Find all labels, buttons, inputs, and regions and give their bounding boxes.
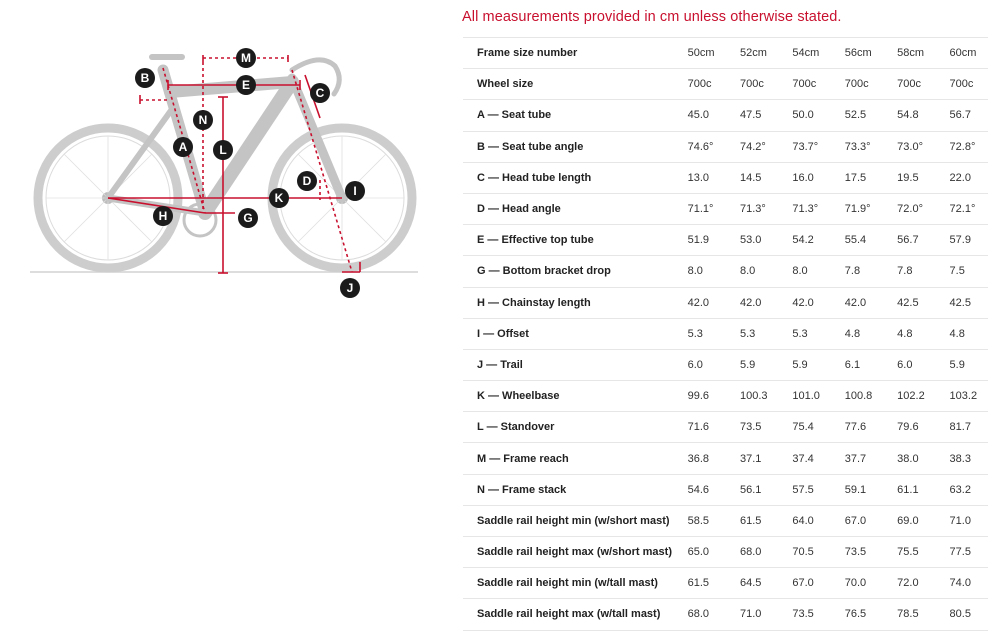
value-cell: 5.3 <box>726 318 778 349</box>
value-cell: 700c <box>936 69 988 100</box>
value-cell: 68.0 <box>726 537 778 568</box>
value-cell: 5.3 <box>778 318 830 349</box>
table-row <box>463 537 988 568</box>
marker-n <box>193 110 213 130</box>
svg-text:B: B <box>140 71 150 85</box>
value-cell: 72.8° <box>936 131 988 162</box>
row-label: Wheel size <box>463 69 674 100</box>
value-cell: 81.7 <box>936 412 988 443</box>
row-label: M — Frame reach <box>463 443 674 474</box>
svg-text:I: I <box>353 184 357 198</box>
geometry-diagram <box>0 0 450 638</box>
value-cell: 6.0 <box>674 349 726 380</box>
value-cell: 42.0 <box>674 287 726 318</box>
value-cell: 42.5 <box>936 287 988 318</box>
row-label: E — Effective top tube <box>463 225 674 256</box>
value-cell: 700c <box>726 69 778 100</box>
value-cell: 72.1° <box>936 193 988 224</box>
size-header-cell: 58cm <box>883 38 935 69</box>
value-cell: 75.5 <box>883 537 935 568</box>
value-cell: 53.0 <box>726 225 778 256</box>
value-cell: 61.5 <box>674 568 726 599</box>
bike-geometry-illustration <box>0 0 450 638</box>
value-cell: 71.9° <box>831 193 883 224</box>
row-label: Saddle rail height min (w/tall mast) <box>463 568 674 599</box>
value-cell: 64.5 <box>726 568 778 599</box>
value-cell: 56.7 <box>883 225 935 256</box>
svg-text:K: K <box>274 191 284 205</box>
value-cell: 37.1 <box>726 443 778 474</box>
table-row <box>463 505 988 536</box>
value-cell: 4.8 <box>831 318 883 349</box>
value-cell: 59.1 <box>831 474 883 505</box>
table-row <box>463 100 988 131</box>
table-header-row <box>463 38 988 69</box>
value-cell: 80.5 <box>936 599 988 630</box>
value-cell: 700c <box>778 69 830 100</box>
value-cell: 38.0 <box>883 443 935 474</box>
size-header-cell: 56cm <box>831 38 883 69</box>
value-cell: 77.5 <box>936 537 988 568</box>
value-cell: 74.2° <box>726 131 778 162</box>
value-cell: 4.8 <box>883 318 935 349</box>
row-label: Saddle rail height max (w/short mast) <box>463 537 674 568</box>
value-cell: 45.0 <box>674 100 726 131</box>
marker-c <box>310 83 330 103</box>
header-label: Frame size number <box>463 38 674 69</box>
value-cell: 67.0 <box>831 505 883 536</box>
value-cell: 73.3° <box>831 131 883 162</box>
value-cell: 68.0 <box>674 599 726 630</box>
value-cell: 70.0 <box>831 568 883 599</box>
value-cell: 8.0 <box>778 256 830 287</box>
value-cell: 42.0 <box>778 287 830 318</box>
value-cell: 8.0 <box>726 256 778 287</box>
value-cell: 77.6 <box>831 412 883 443</box>
value-cell: 71.1° <box>674 193 726 224</box>
svg-text:L: L <box>219 143 227 157</box>
value-cell: 7.8 <box>883 256 935 287</box>
marker-b <box>135 68 155 88</box>
svg-text:E: E <box>241 78 251 92</box>
value-cell: 103.2 <box>936 381 988 412</box>
table-row <box>463 225 988 256</box>
svg-text:C: C <box>315 86 325 100</box>
value-cell: 72.0° <box>883 193 935 224</box>
table-row <box>463 349 988 380</box>
row-label: D — Head angle <box>463 193 674 224</box>
marker-g <box>238 208 258 228</box>
value-cell: 5.3 <box>674 318 726 349</box>
value-cell: 50.0 <box>778 100 830 131</box>
value-cell: 102.2 <box>883 381 935 412</box>
geometry-table <box>463 37 988 631</box>
row-label: L — Standover <box>463 412 674 443</box>
row-label: G — Bottom bracket drop <box>463 256 674 287</box>
marker-e <box>236 75 256 95</box>
units-notice: All measurements provided in cm unless otherwise stated. <box>462 9 842 25</box>
value-cell: 37.7 <box>831 443 883 474</box>
value-cell: 47.5 <box>726 100 778 131</box>
value-cell: 100.8 <box>831 381 883 412</box>
marker-j <box>340 278 360 298</box>
row-label: I — Offset <box>463 318 674 349</box>
marker-h <box>153 206 173 226</box>
svg-text:D: D <box>302 174 312 188</box>
svg-text:M: M <box>241 51 251 65</box>
table-row <box>463 193 988 224</box>
value-cell: 64.0 <box>778 505 830 536</box>
value-cell: 71.3° <box>726 193 778 224</box>
table-row <box>463 318 988 349</box>
value-cell: 5.9 <box>726 349 778 380</box>
marker-d <box>297 171 317 191</box>
value-cell: 54.6 <box>674 474 726 505</box>
value-cell: 42.5 <box>883 287 935 318</box>
marker-k <box>269 188 289 208</box>
value-cell: 100.3 <box>726 381 778 412</box>
marker-m <box>236 48 256 68</box>
row-label: B — Seat tube angle <box>463 131 674 162</box>
value-cell: 54.8 <box>883 100 935 131</box>
value-cell: 61.1 <box>883 474 935 505</box>
size-header-cell: 60cm <box>936 38 988 69</box>
value-cell: 42.0 <box>831 287 883 318</box>
marker-a <box>173 137 193 157</box>
value-cell: 6.0 <box>883 349 935 380</box>
value-cell: 7.8 <box>831 256 883 287</box>
value-cell: 73.7° <box>778 131 830 162</box>
size-header-cell: 52cm <box>726 38 778 69</box>
value-cell: 700c <box>674 69 726 100</box>
value-cell: 71.6 <box>674 412 726 443</box>
row-label: N — Frame stack <box>463 474 674 505</box>
value-cell: 37.4 <box>778 443 830 474</box>
value-cell: 99.6 <box>674 381 726 412</box>
value-cell: 58.5 <box>674 505 726 536</box>
value-cell: 74.6° <box>674 131 726 162</box>
value-cell: 19.5 <box>883 162 935 193</box>
svg-text:J: J <box>346 281 354 295</box>
marker-i <box>345 181 365 201</box>
svg-text:A: A <box>178 140 188 154</box>
table-row <box>463 162 988 193</box>
value-cell: 63.2 <box>936 474 988 505</box>
size-header-cell: 54cm <box>778 38 830 69</box>
value-cell: 56.1 <box>726 474 778 505</box>
value-cell: 79.6 <box>883 412 935 443</box>
svg-text:G: G <box>243 211 253 225</box>
value-cell: 57.9 <box>936 225 988 256</box>
value-cell: 71.0 <box>936 505 988 536</box>
value-cell: 13.0 <box>674 162 726 193</box>
value-cell: 74.0 <box>936 568 988 599</box>
marker-l <box>213 140 233 160</box>
value-cell: 7.5 <box>936 256 988 287</box>
table-row <box>463 412 988 443</box>
value-cell: 700c <box>831 69 883 100</box>
value-cell: 65.0 <box>674 537 726 568</box>
row-label: K — Wheelbase <box>463 381 674 412</box>
table-row <box>463 568 988 599</box>
row-label: Saddle rail height max (w/tall mast) <box>463 599 674 630</box>
row-label: A — Seat tube <box>463 100 674 131</box>
value-cell: 73.5 <box>831 537 883 568</box>
value-cell: 70.5 <box>778 537 830 568</box>
value-cell: 22.0 <box>936 162 988 193</box>
value-cell: 17.5 <box>831 162 883 193</box>
table-row <box>463 69 988 100</box>
value-cell: 38.3 <box>936 443 988 474</box>
table-row <box>463 599 988 630</box>
value-cell: 78.5 <box>883 599 935 630</box>
row-label: C — Head tube length <box>463 162 674 193</box>
table-row <box>463 443 988 474</box>
value-cell: 69.0 <box>883 505 935 536</box>
value-cell: 42.0 <box>726 287 778 318</box>
value-cell: 73.5 <box>726 412 778 443</box>
row-label: J — Trail <box>463 349 674 380</box>
table-row <box>463 131 988 162</box>
table-row <box>463 381 988 412</box>
value-cell: 52.5 <box>831 100 883 131</box>
row-label: Saddle rail height min (w/short mast) <box>463 505 674 536</box>
svg-text:H: H <box>158 209 168 223</box>
table-row <box>463 256 988 287</box>
value-cell: 101.0 <box>778 381 830 412</box>
value-cell: 4.8 <box>936 318 988 349</box>
value-cell: 6.1 <box>831 349 883 380</box>
value-cell: 5.9 <box>778 349 830 380</box>
value-cell: 36.8 <box>674 443 726 474</box>
table-row <box>463 474 988 505</box>
size-header-cell: 50cm <box>674 38 726 69</box>
value-cell: 71.3° <box>778 193 830 224</box>
value-cell: 54.2 <box>778 225 830 256</box>
value-cell: 51.9 <box>674 225 726 256</box>
value-cell: 8.0 <box>674 256 726 287</box>
value-cell: 14.5 <box>726 162 778 193</box>
value-cell: 75.4 <box>778 412 830 443</box>
value-cell: 72.0 <box>883 568 935 599</box>
value-cell: 67.0 <box>778 568 830 599</box>
value-cell: 76.5 <box>831 599 883 630</box>
svg-text:N: N <box>198 113 208 127</box>
value-cell: 57.5 <box>778 474 830 505</box>
value-cell: 61.5 <box>726 505 778 536</box>
value-cell: 56.7 <box>936 100 988 131</box>
value-cell: 16.0 <box>778 162 830 193</box>
table-row <box>463 287 988 318</box>
value-cell: 73.0° <box>883 131 935 162</box>
row-label: H — Chainstay length <box>463 287 674 318</box>
value-cell: 71.0 <box>726 599 778 630</box>
value-cell: 700c <box>883 69 935 100</box>
value-cell: 55.4 <box>831 225 883 256</box>
value-cell: 5.9 <box>936 349 988 380</box>
value-cell: 73.5 <box>778 599 830 630</box>
